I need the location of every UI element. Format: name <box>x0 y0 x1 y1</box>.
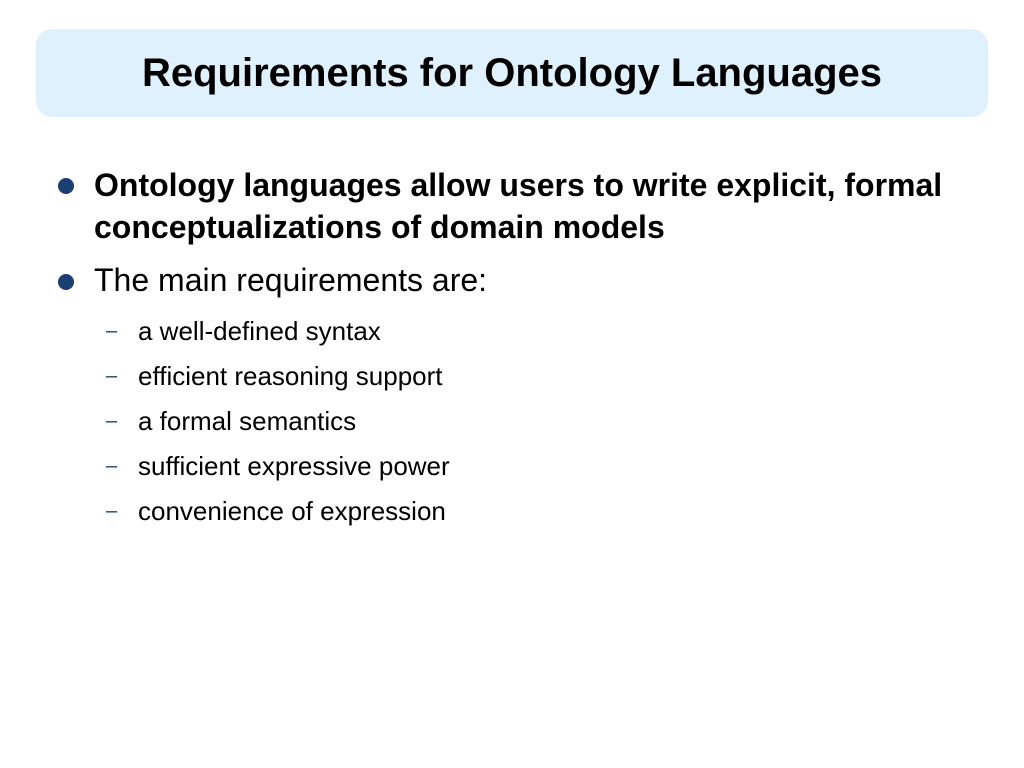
dash-icon: – <box>106 500 118 522</box>
slide-content <box>56 164 976 550</box>
requirement-item <box>94 444 976 489</box>
requirement-text: a formal semantics <box>138 406 357 436</box>
requirement-item <box>94 489 976 534</box>
dash-icon: – <box>106 455 118 477</box>
dash-icon: – <box>106 365 118 387</box>
title-banner <box>36 29 988 117</box>
bullet-dot-icon <box>58 178 74 194</box>
requirement-text: efficient reasoning support <box>138 361 443 391</box>
requirement-item <box>94 309 976 354</box>
requirements-list <box>94 309 976 534</box>
requirement-text: a well-defined syntax <box>138 316 381 346</box>
requirement-item <box>94 399 976 444</box>
dash-icon: – <box>106 320 118 342</box>
bullet-item-1 <box>56 164 976 248</box>
requirement-item <box>94 354 976 399</box>
slide-title: Requirements for Ontology Languages <box>141 51 883 95</box>
requirement-text: sufficient expressive power <box>138 451 450 481</box>
bullet-item-2 <box>56 260 976 534</box>
requirement-text: convenience of expression <box>138 496 446 526</box>
bullet-dot-icon <box>58 274 74 290</box>
bullet-text-2: The main requirements are: <box>94 262 488 298</box>
bullet-text-1: Ontology languages allow users to write explicit, formal conceptualizations of domain models <box>94 167 943 245</box>
dash-icon: – <box>106 410 118 432</box>
